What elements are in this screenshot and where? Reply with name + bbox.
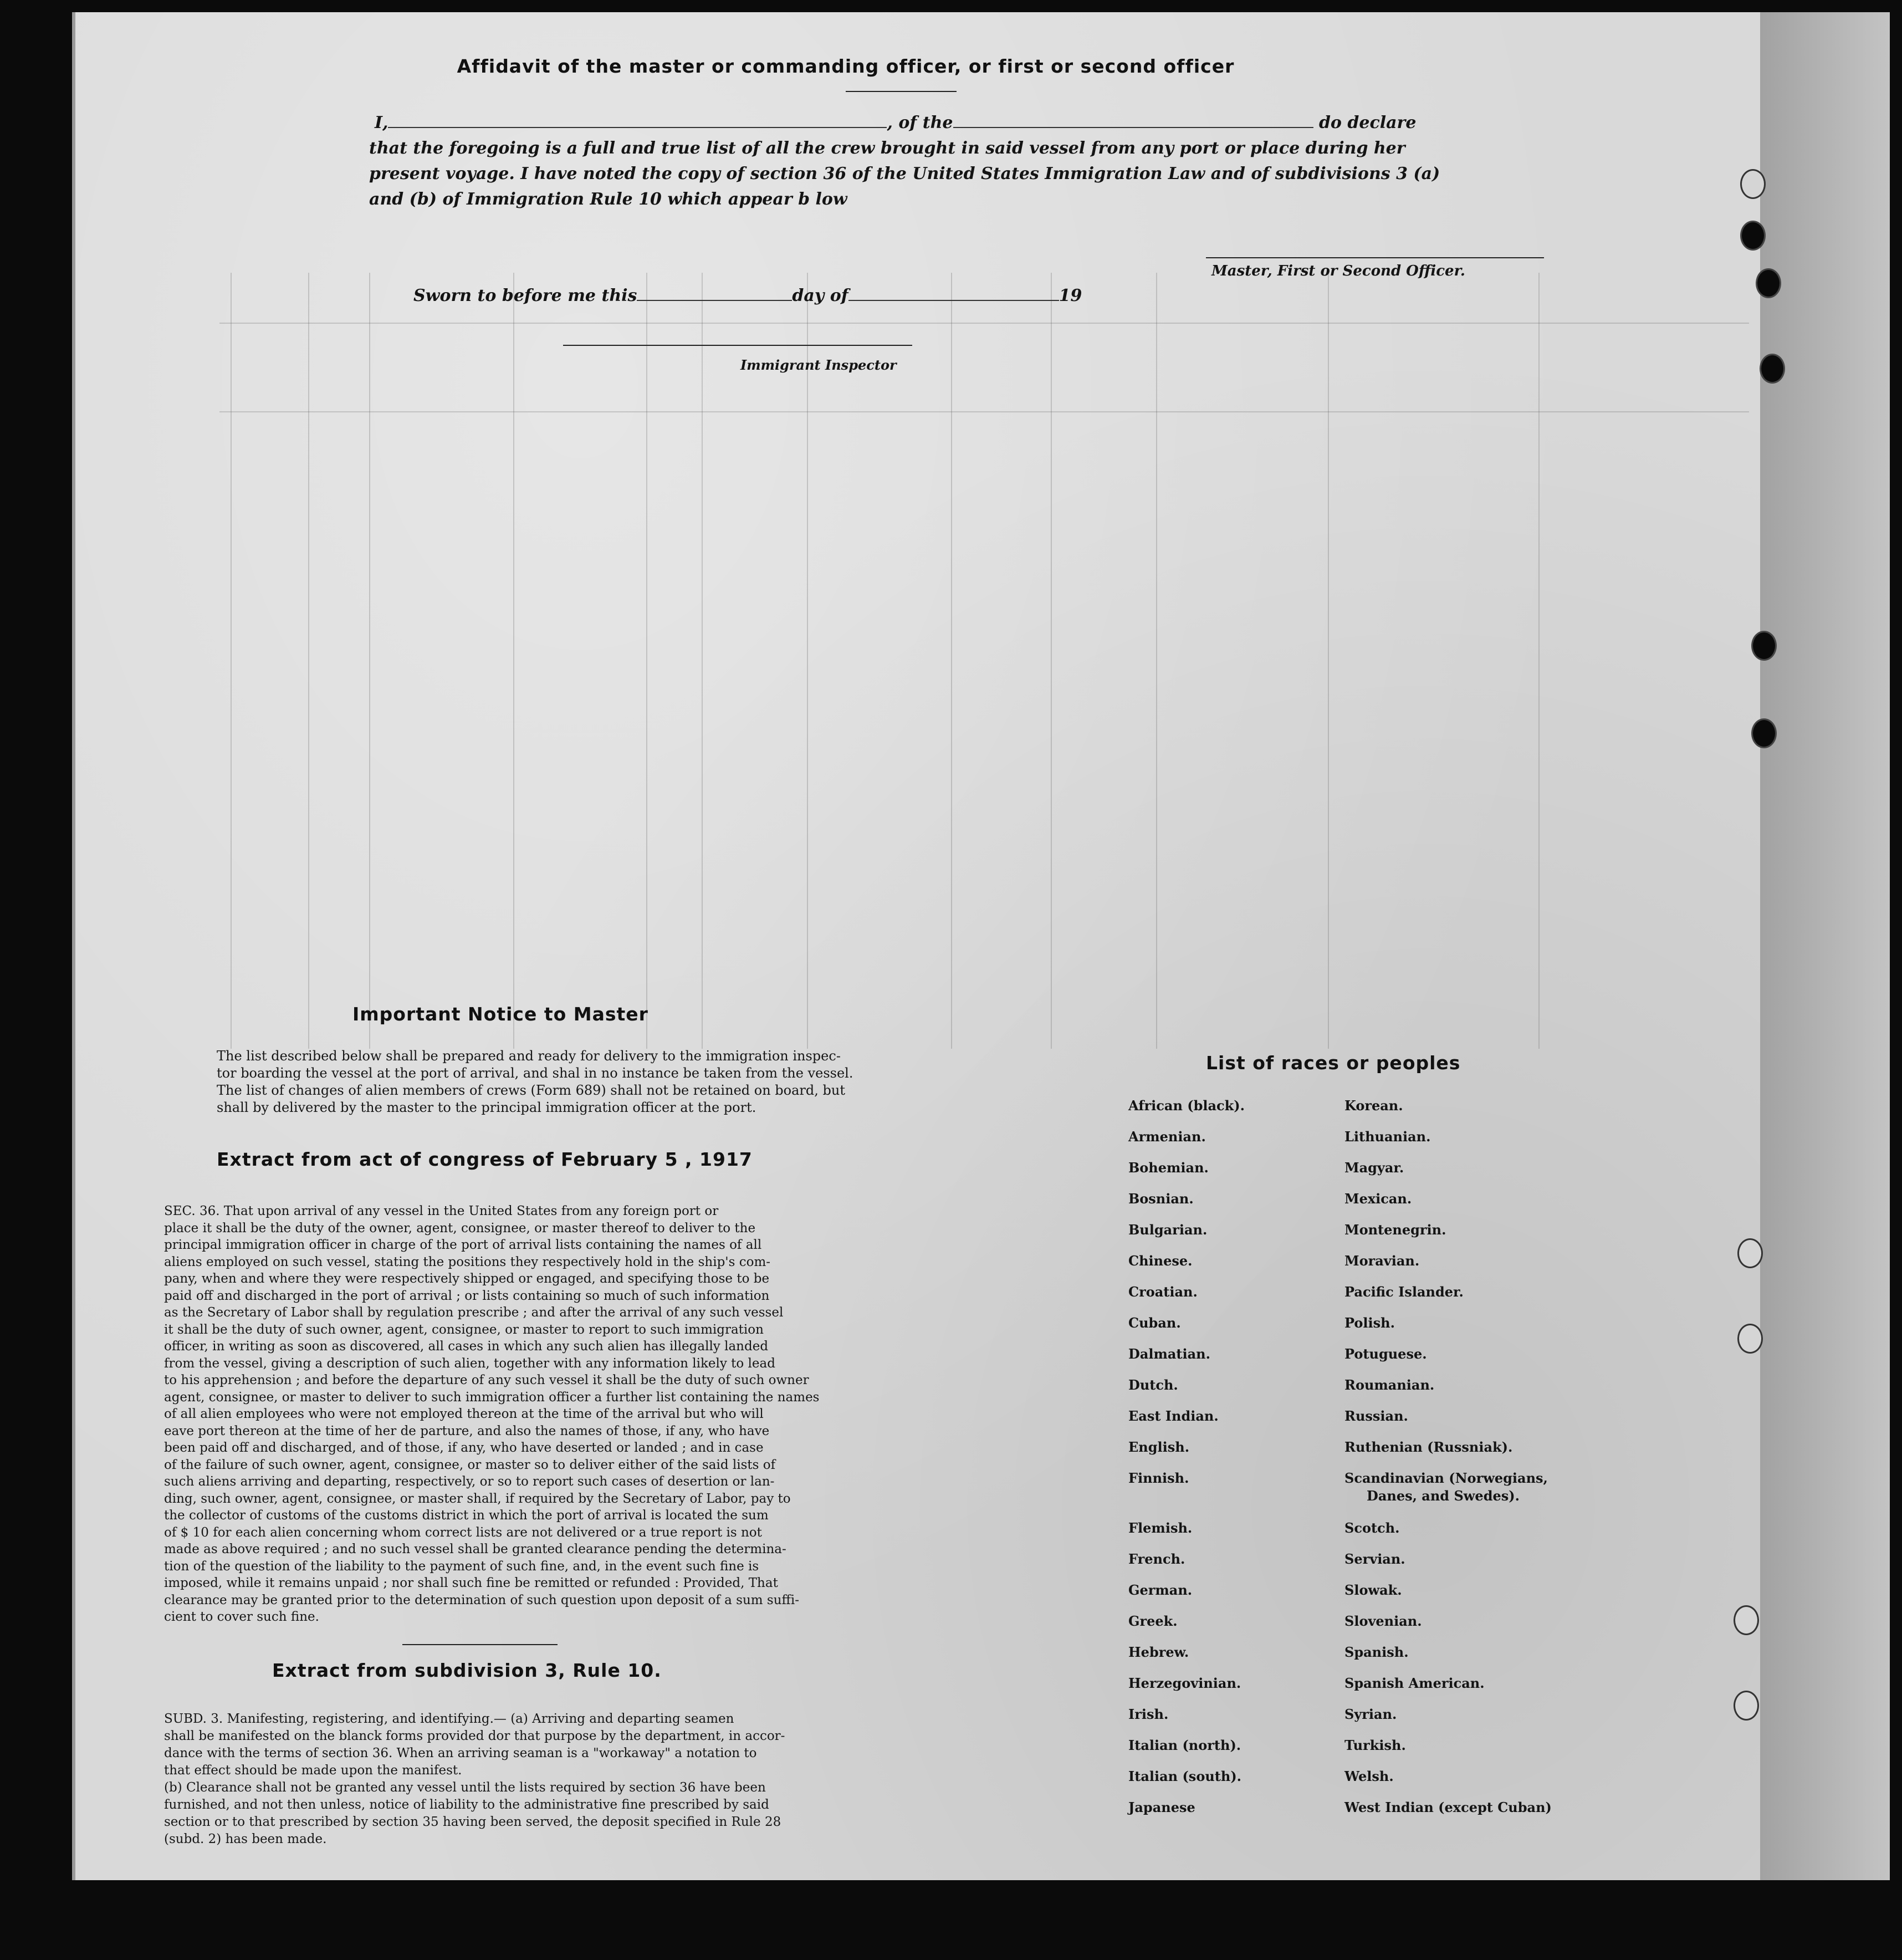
race-item: Japanese: [1128, 1799, 1195, 1815]
master-signature-label: Master, First or Second Officer.: [1211, 263, 1465, 279]
year-label: 19: [1059, 286, 1082, 305]
race-item: Russian.: [1344, 1408, 1408, 1424]
affidavit-line-3: and (b) of Immigration Rule 10 which appear b low: [369, 190, 847, 209]
affidavit-name-line: [375, 113, 1416, 132]
punch-hole: [1756, 268, 1781, 298]
race-item: Pacific Islander.: [1344, 1284, 1464, 1300]
punch-hole: [1740, 169, 1766, 199]
inspector-signature-line[interactable]: [563, 345, 912, 346]
race-item: West Indian (except Cuban): [1344, 1799, 1552, 1815]
rule-text: SUBD. 3. Manifesting, registering, and identifying.— (a) Arriving and departing seamen shall be manifested on the blanck forms provided dor that purpose by the department, in accor- dance with the terms of section 36. When an arriving seaman is a "workaway" a notation to that effect should be made upon the manifest. (b) Clearance shall not be granted any vessel until the lists required by section 36 have been furnished, and not then unless, notice of liability to the administrative fine prescribed by said section or to that prescribed by section 35 having been served, the deposit specified in Rule 28 (subd. 2) has been made.: [164, 1712, 785, 1846]
race-item: Slowak.: [1344, 1582, 1402, 1598]
race-item: Slovenian.: [1344, 1613, 1422, 1629]
race-item: Bohemian.: [1128, 1160, 1209, 1176]
race-item: Lithuanian.: [1344, 1129, 1431, 1145]
race-item: Roumanian.: [1344, 1377, 1435, 1393]
race-item: Montenegrin.: [1344, 1222, 1446, 1238]
punch-hole: [1740, 221, 1766, 251]
label-i: I,: [375, 113, 388, 132]
master-signature-line[interactable]: [1206, 257, 1544, 258]
punch-hole: [1734, 1691, 1759, 1721]
race-item: Ruthenian (Russniak).: [1344, 1439, 1513, 1455]
race-item: African (black).: [1128, 1098, 1245, 1114]
race-item: German.: [1128, 1582, 1193, 1598]
inspector-label: Immigrant Inspector: [740, 357, 897, 373]
race-item: Finnish.: [1128, 1470, 1189, 1486]
race-item: Chinese.: [1128, 1253, 1193, 1269]
race-item: Servian.: [1344, 1551, 1405, 1567]
punch-hole: [1760, 354, 1785, 384]
act-title: Extract from act of congress of February 5 , 1917: [217, 1149, 753, 1170]
label-do-declare: do declare: [1318, 113, 1417, 132]
manifest-back-page: [72, 12, 1760, 1880]
affidavit-line-1: that the foregoing is a full and true list of all the crew brought in said vessel from any port or place during her: [369, 139, 1405, 158]
sworn-line: [413, 286, 1082, 305]
race-item: Bosnian.: [1128, 1191, 1194, 1207]
race-item: Dalmatian.: [1128, 1346, 1210, 1362]
race-item: Potuguese.: [1344, 1346, 1427, 1362]
race-item: Armenian.: [1128, 1129, 1206, 1145]
race-item: Welsh.: [1344, 1768, 1394, 1784]
vessel-blank[interactable]: [953, 126, 1313, 128]
name-blank[interactable]: [388, 126, 887, 128]
race-item: English.: [1128, 1439, 1190, 1455]
race-item: Spanish.: [1344, 1644, 1409, 1660]
race-item: Scandinavian (Norwegians,: [1344, 1470, 1548, 1486]
punch-hole: [1751, 631, 1777, 661]
race-item: Italian (north).: [1128, 1737, 1241, 1753]
race-item: Italian (south).: [1128, 1768, 1242, 1784]
race-item: Turkish.: [1344, 1737, 1406, 1753]
race-item: Korean.: [1344, 1098, 1403, 1114]
notice-title: Important Notice to Master: [352, 1003, 648, 1025]
affidavit-line-2: present voyage. I have noted the copy of section 36 of the United States Immigration Law and of subdivisions 3 (a): [369, 164, 1440, 183]
race-item: Irish.: [1128, 1706, 1169, 1722]
punch-hole: [1737, 1238, 1763, 1268]
race-item: Bulgarian.: [1128, 1222, 1208, 1238]
punch-hole: [1737, 1324, 1763, 1354]
day-of-label: day of: [792, 286, 848, 305]
rule-title: Extract from subdivision 3, Rule 10.: [272, 1660, 662, 1681]
race-item-continued: Danes, and Swedes).: [1367, 1488, 1520, 1504]
punch-hole: [1751, 718, 1777, 748]
race-item: Dutch.: [1128, 1377, 1178, 1393]
race-item: East Indian.: [1128, 1408, 1219, 1424]
race-item: Herzegovinian.: [1128, 1675, 1241, 1691]
race-item: French.: [1128, 1551, 1185, 1567]
race-item: Cuban.: [1128, 1315, 1181, 1331]
sworn-label: Sworn to before me this: [413, 286, 637, 305]
race-item: Magyar.: [1344, 1160, 1404, 1176]
act-text: SEC. 36. That upon arrival of any vessel in the United States from any foreign port or place it shall be the duty of the owner, agent, consignee, or master thereof to deliver to the principal immigration officer in charge of the port of arrival lists containing the names of all aliens employed on such vessel, stating the positions they respectively hold in the ship's com- pany, when and where they were respectively shipped or engaged, and specifying those to be paid off and discharged in the port of arrival ; or lists containing so much of such information as the Secretary of Labor shall by regulation prescribe ; and after the arrival of any such vessel it shall be the duty of such owner, agent, consignee, or master to report to such immigration officer, in writing as soon as discovered, all cases in which any such alien has illegally landed from the vessel, giving a description of such alien, together with any information likely to lead to his apprehension ; and before the departure of any such vessel it shall be the duty of such owner agent, consignee, or master to deliver to such immigration officer a further list containing the names of all alien employees who were not employed thereon at the time of the arrival but who will eave port thereon at the time of her de parture, and also the names of those, if any, who have been paid off and discharged, and of those, if any, who have deserted or landed ; and in case of the failure of such owner, agent, consignee, or master so to deliver either of the said lists of such aliens arriving and departing, respectively, or so to report such cases of desertion or lan- ding, such owner, agent, consignee, or master shall, if required by the Secretary of Labor, pay to the collector of customs of the customs district in which the port of arrival is located the sum of $ 10 for each alien concerning whom correct lists are not delivered or a true report is not made as above required ; and no such vessel shall be granted clearance pending the determina- tion of the question of the liability to the payment of such fine, and, in the event such fine is imposed, while it remains unpaid ; nor shall such fine be remitted or refunded : Provided, That clearance may be granted prior to the determination of such question upon deposit of a sum suffi- cient to cover such fine.: [164, 1204, 820, 1624]
rule-divider: [402, 1644, 558, 1645]
punch-hole: [1734, 1605, 1759, 1635]
race-item: Scotch.: [1344, 1520, 1400, 1536]
day-blank[interactable]: [637, 299, 792, 301]
race-item: Polish.: [1344, 1315, 1395, 1331]
race-item: Syrian.: [1344, 1706, 1397, 1722]
race-item: Greek.: [1128, 1613, 1178, 1629]
race-item: Flemish.: [1128, 1520, 1193, 1536]
race-item: Croatian.: [1128, 1284, 1198, 1300]
race-item: Spanish American.: [1344, 1675, 1485, 1691]
notice-text: The list described below shall be prepared and ready for delivery to the immigration inspec- tor boarding the vessel at the port of arrival, and shal in no instance be taken from the vessel. The list of changes of alien members of crews (Form 689) shall not be retained on board, but shall by delivered by the master to the principal immigration officer at the port.: [217, 1048, 853, 1115]
race-item: Moravian.: [1344, 1253, 1420, 1269]
title-rule: [846, 91, 957, 92]
label-of-the: , of the: [887, 113, 953, 132]
affidavit-title: Affidavit of the master or commanding officer, or first or second officer: [457, 55, 1235, 77]
races-title: List of races or peoples: [1206, 1052, 1461, 1074]
month-blank[interactable]: [848, 299, 1059, 301]
race-item: Mexican.: [1344, 1191, 1412, 1207]
race-item: Hebrew.: [1128, 1644, 1189, 1660]
